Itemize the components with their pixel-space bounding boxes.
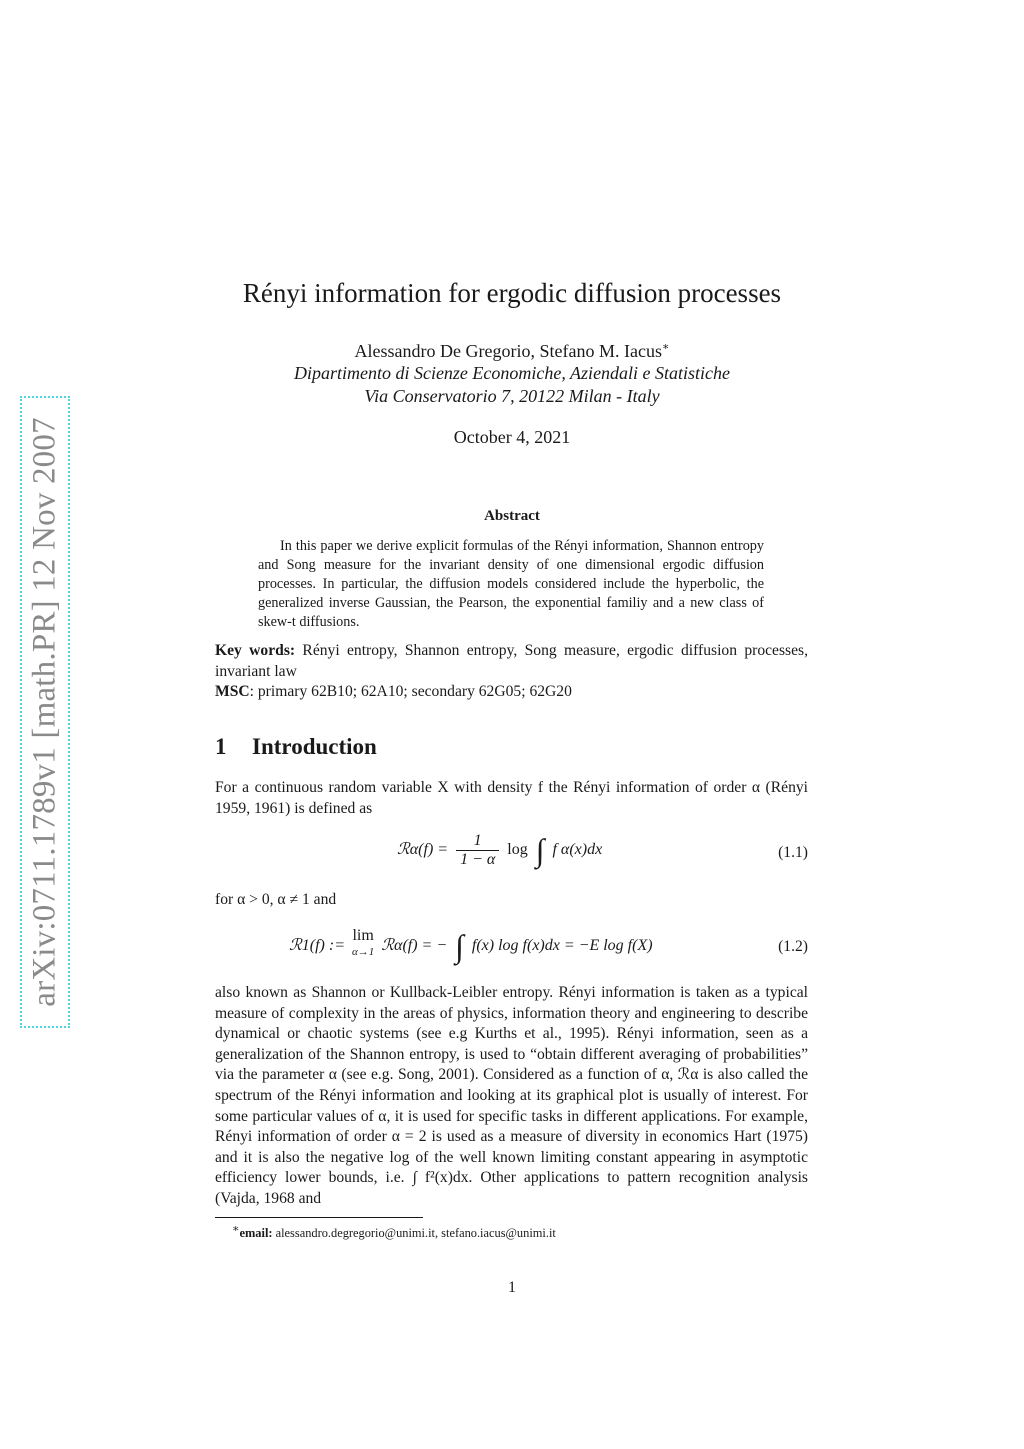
section-heading (215, 734, 377, 760)
eq2-limit (352, 928, 374, 960)
eq2-label: (1.2) (778, 938, 808, 955)
eq2-rhs: f(x) log f(x)dx = −E log f(X) (471, 937, 653, 955)
affiliation-line-1: Dipartimento di Scienze Economiche, Aziendali e Statistiche (293, 363, 731, 383)
equation-1-2 (215, 926, 808, 970)
body-paragraph: also known as Shannon or Kullback-Leibler entropy. Rényi information is taken as a typical measure of complexity in the areas of physics, information theory and engineering to describe dynamical or chaotic systems (see e.g Kurths et al., 1995). Rényi information, seen as a generalization of the Shannon entropy, is used to “obtain different averaging of probabilities” via the parameter α (see e.g. Song, 2001). Considered as a function of α, ℛα is also called the spectrum of the Rényi information and looking at its graphical plot is usually of interest. For some particular values of α, it is used for specific tasks in different applications. For example, Rényi information of order α = 2 is used as a measure of diversity in economics Hart (1975) and it is also the negative log of the well known limiting constant appearing in asymptotic efficiency lower bounds, i.e. ∫ f²(x)dx. Other applications to pattern recognition analysis (Vajda, 1968 and (215, 984, 808, 1207)
eq2-integral-sign: ∫ (455, 928, 464, 964)
section-title: Introduction (252, 734, 377, 759)
eq2-lim-text: lim (352, 927, 374, 944)
arxiv-sidebar (20, 396, 70, 1028)
abstract-heading: Abstract (484, 508, 540, 524)
author-footnote-mark: ∗ (661, 341, 670, 353)
eq2-lim-subscript: α→1 (352, 946, 375, 958)
footnote-mark: ∗ (232, 1223, 240, 1235)
condition-text: for α > 0, α ≠ 1 and (215, 891, 337, 908)
eq1-numerator: 1 (456, 832, 499, 851)
eq1-lhs: ℛα(f) = (397, 841, 449, 859)
eq1-log: log (507, 841, 528, 859)
eq2-mid: ℛα(f) = − (381, 937, 448, 955)
keywords-text: Rényi entropy, Shannon entropy, Song measure, ergodic diffusion processes, invariant law (215, 642, 808, 680)
intro-paragraph: For a continuous random variable X with density f the Rényi information of order α (Rényi 1959, 1961) is defined as (215, 779, 808, 817)
footnote-rule (215, 1217, 423, 1218)
eq1-denominator: 1 − α (460, 851, 496, 868)
eq1-integral-sign: ∫ (535, 832, 545, 868)
section-number: 1 (215, 734, 227, 759)
arxiv-identifier: arXiv:0711.1789v1 [math.PR] 12 Nov 2007 (26, 417, 63, 1007)
authors: Alessandro De Gregorio, Stefano M. Iacus (354, 341, 662, 361)
eq1-fraction (456, 832, 499, 869)
msc-label: MSC (215, 683, 250, 701)
affiliation-line-2: Via Conservatorio 7, 20122 Milan - Italy (364, 386, 660, 406)
page-number: 1 (508, 1279, 516, 1296)
keywords-block (215, 641, 808, 703)
abstract-text: In this paper we derive explicit formulas of the Rényi information, Shannon entropy and Song measure for the invariant density of one dimensional ergodic diffusion processes. In particular, the diffusion models considered include the hyperbolic, the generalized inverse Gaussian, the Pearson, the exponential familiy and a new class of skew-t diffusions. (258, 538, 764, 630)
footnote-label: email: (239, 1226, 273, 1241)
author-line (0, 340, 1024, 362)
paper-title: Rényi information for ergodic diffusion processes (242, 278, 782, 308)
eq1-label: (1.1) (778, 844, 808, 861)
eq1-rhs: f α(x)dx (552, 841, 603, 859)
abstract-body (258, 537, 764, 632)
footnote (232, 1222, 556, 1241)
equation-1-1 (215, 832, 808, 876)
msc-text: : primary 62B10; 62A10; secondary 62G05; 62G20 (249, 683, 572, 701)
eq2-lhs: ℛ1(f) := (289, 937, 345, 955)
paper-date: October 4, 2021 (453, 427, 571, 447)
keywords-label: Key words: (215, 642, 296, 659)
footnote-emails: alessandro.degregorio@unimi.it, stefano.iacus@unimi.it (272, 1226, 556, 1241)
